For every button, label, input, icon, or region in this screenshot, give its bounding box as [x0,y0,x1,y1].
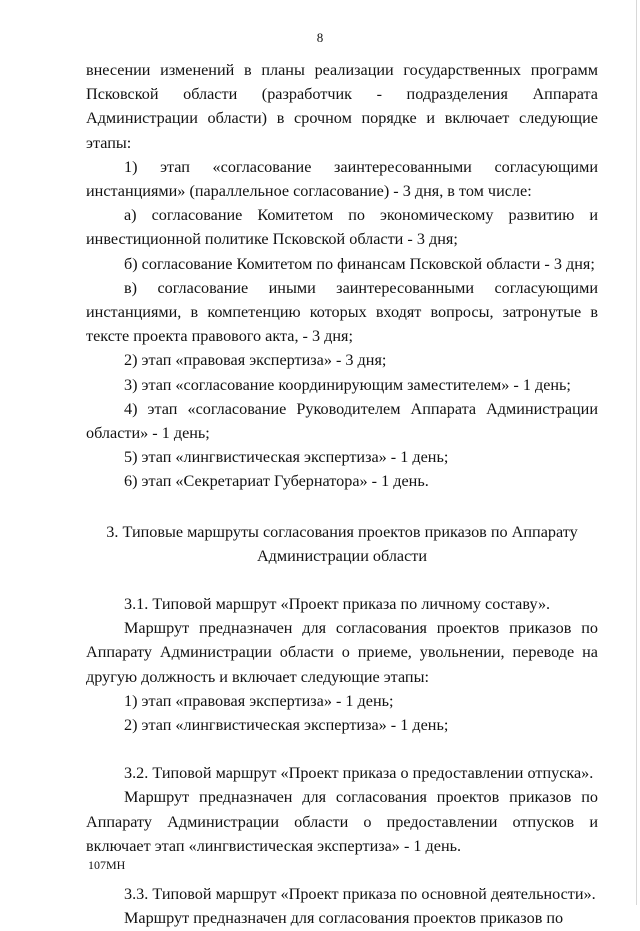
paragraph-stage-1b: б) согласование Комитетом по финансам Псковской области - 3 дня; [124,254,595,273]
paragraph-route-3-1-stage-2: 2) этап «лингвистическая экспертиза» - 1 день; [124,716,449,735]
paragraph-route-3-1: Маршрут предназначен для согласования проектов приказов по Аппарату Администрации области о приеме, увольнении, переводе на другую должность и включает следующие этапы: [86,619,598,686]
paragraph-stage-5: 5) этап «лингвистическая экспертиза» - 1 день; [124,448,449,467]
paragraph-stage-3: 3) этап «согласование координирующим заместителем» - 1 день; [124,375,571,394]
section-heading [86,520,598,568]
paragraph-route-3-2: Маршрут предназначен для согласования проектов приказов по Аппарату Администрации области о предоставлении отпусков и включает этап «лингвистическая экспертиза» - 1 день. [86,788,598,855]
page-number: 8 [316,30,324,45]
subsection-title-3-3: 3.3. Типовой маршрут «Проект приказа по основной деятельности». [124,885,596,904]
document-body [86,58,598,931]
section-heading-line-2: Администрации области [256,546,428,565]
paragraph-stage-1v: в) согласование иными заинтересованными согласующими инстанциями, в компетенцию которых входят вопросы, затронутые в тексте проекта правового акта, - 3 дня; [86,278,598,346]
paragraph-route-3-1-stage-1: 1) этап «правовая экспертиза» - 1 день; [124,691,394,710]
paragraph-stage-6: 6) этап «Секретариат Губернатора» - 1 день. [124,472,429,491]
section-heading-line-1: 3. Типовые маршруты согласования проектов приказов по Аппарату [106,522,578,541]
paragraph-stage-1: 1) этап «согласование заинтересованными согласующими инстанциями» (параллельное согласование) - 3 дня, в том числе: [86,157,598,201]
paragraph-intro: внесении изменений в планы реализации государственных программ Псковской области (разработчик - подразделения Аппарата Администрации области) в срочном порядке и включает следующие этапы: [86,61,598,152]
paragraph-stage-2: 2) этап «правовая экспертиза» - 3 дня; [124,351,387,370]
subsection-title-3-1: 3.1. Типовой маршрут «Проект приказа по личному составу». [124,595,551,614]
paragraph-stage-1a: а) согласование Комитетом по экономическому развитию и инвестиционной политике Псковской области - 3 дня; [86,206,598,249]
footer-code: 107МН [88,858,126,872]
page-edge [636,0,637,905]
subsection-title-3-2: 3.2. Типовой маршрут «Проект приказа о предоставлении отпуска». [124,764,594,783]
paragraph-stage-4: 4) этап «согласование Руководителем Аппарата Администрации области» - 1 день; [86,399,598,443]
paragraph-route-3-3: Маршрут предназначен для согласования проектов приказов по [124,909,564,928]
